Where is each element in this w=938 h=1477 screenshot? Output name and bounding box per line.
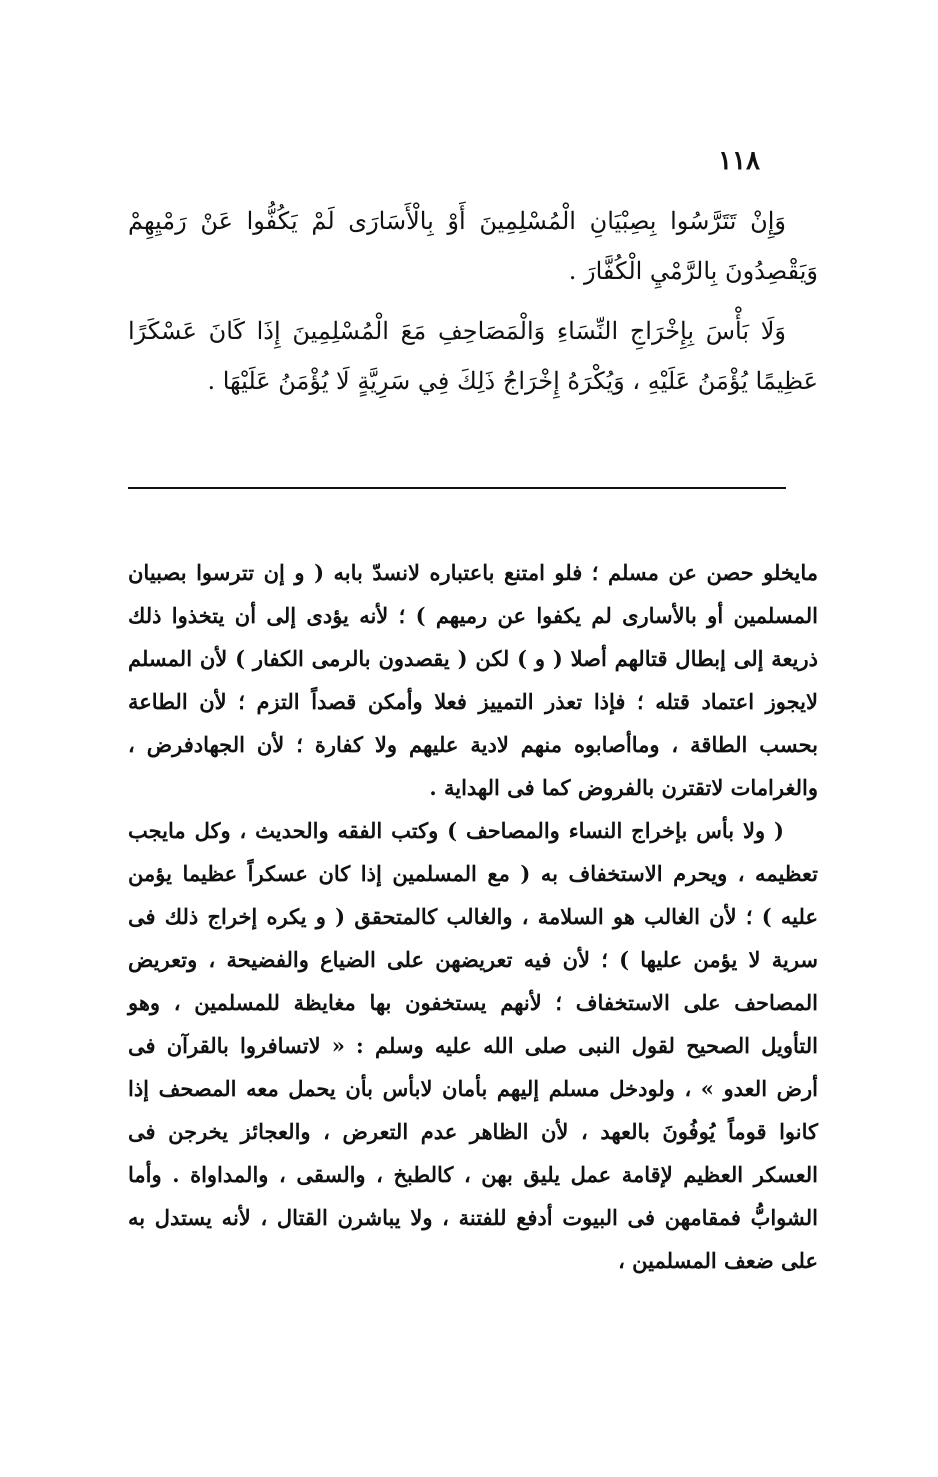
- commentary-paragraph: مايخلو حصن عن مسلم ؛ فلو امتنع باعتباره لانسدّ بابه ( و إن تترسوا بصبيان المسلمين أو بالأسارى لم يكفوا عن رميهم ) ؛ لأنه يؤدى إلى أن يتخذوا ذلك ذريعة إلى إبطال قتالهم أصلا ( و ) لكن ( يقصدون بالرمى الكفار ) لأن المسلم لايجوز اعتماد قتله ؛ فإذا تعذر التمييز فعلا وأمكن قصداً التزم ؛ لأن الطاعة بحسب الطاقة ، وماأصابوه منهم لادية عليهم ولا كفارة ؛ لأن الجهادفرض ، والغرامات لاتقترن بالفروض كما فى الهداية .: [128, 560, 818, 800]
- main-text-paragraph: وَلَا بَأْسَ بِإِخْرَاجِ النِّسَاءِ وَالْمَصَاحِفِ مَعَ الْمُسْلِمِينَ إِذَا كَانَ عَسْكَرًا عَظِيمًا يُؤْمَنُ عَلَيْهِ ، وَيُكْرَهُ إِخْرَاجُ ذَلِكَ فِي سَرِيَّةٍ لَا يُؤْمَنُ عَلَيْهَا .: [128, 317, 818, 395]
- main-text-paragraph: وَإِنْ تَتَرَّسُوا بِصِبْيَانِ الْمُسْلِمِينَ أَوْ بِالْأَسَارَى لَمْ يَكُفُّوا عَنْ رَمْيِهِمْ وَيَقْصِدُونَ بِالرَّمْيِ الْكُفَّارَ .: [128, 207, 818, 285]
- main-text: [128, 196, 818, 416]
- commentary-paragraph: ( ولا بأس بإخراج النساء والمصاحف ) وكتب الفقه والحديث ، وكل مايجب تعظيمه ، ويحرم الاستخفاف به ( مع المسلمين إذا كان عسكراً عظيما يؤمن عليه ) ؛ لأن الغالب هو السلامة ، والغالب كالمتحقق ( و يكره إخراج ذلك فى سرية لا يؤمن عليها ) ؛ لأن فيه تعريضهن على الضياع والفضيحة ، وتعريض المصاحف على الاستخفاف ؛ لأنهم يستخفون بها مغايظة للمسلمين ، وهو التأويل الصحيح لقول النبى صلى الله عليه وسلم : « لاتسافروا بالقرآن فى أرض العدو » ، ولودخل مسلم إليهم بأمان لابأس بأن يحمل معه المصحف إذا كانوا قوماً يُوفُونَ بالعهد ، لأن الظاهر عدم التعرض ، والعجائز يخرجن فى العسكر العظيم لإقامة عمل يليق بهن ، كالطبخ ، والسقى ، والمداواة . وأما الشوابُّ فمقامهن فى البيوت أدفع للفتنة ، ولا يباشرن القتال ، لأنه يستدل به على ضعف المسلمين ،: [128, 818, 818, 1273]
- separator-line: [128, 487, 786, 489]
- page-number: ١١٨: [718, 146, 760, 176]
- commentary-text: [128, 551, 818, 1282]
